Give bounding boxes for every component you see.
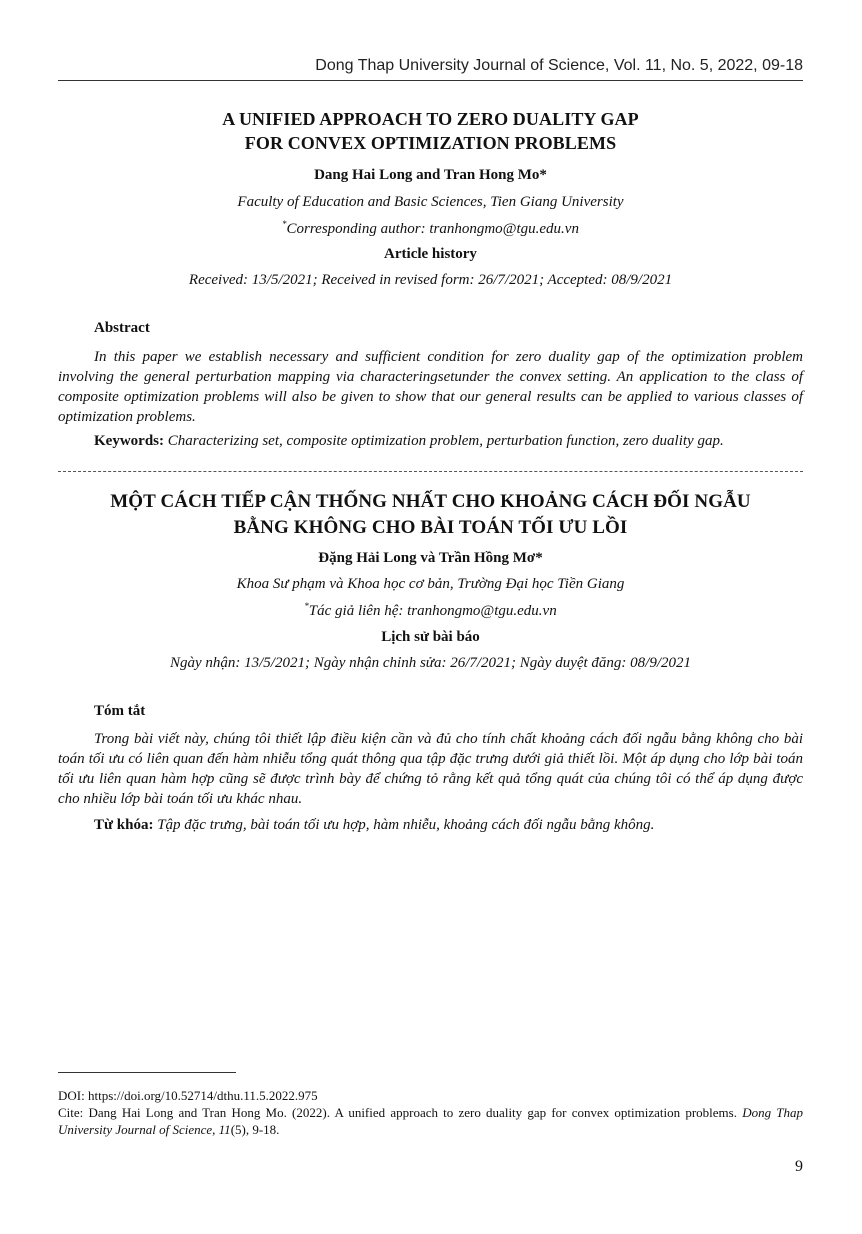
vietnamese-title [58,489,803,541]
english-history: Received: 13/5/2021; Received in revised form: 26/7/2021; Accepted: 08/9/2021 [188,272,673,288]
journal-header: Dong Thap University Journal of Science, Vol. 11, No. 5, 2022, 09-18 [315,57,803,74]
vietnamese-title-line2: BẰNG KHÔNG CHO BÀI TOÁN TỐI ƯU LỒI [233,517,628,538]
vietnamese-corresponding [58,601,803,620]
footnote-cite-prefix: Cite: Dang Hai Long and Tran Hong Mo. (2022). A unified approach to zero duality gap for convex optimization problems. [58,1105,737,1120]
english-keywords-text: Characterizing set, composite optimization problem, perturbation function, zero duality gap. [167,433,724,449]
footnote-cite-suffix: (5), 9-18. [230,1122,280,1137]
english-abstract-heading: Abstract [94,320,150,336]
english-corresponding [58,219,803,238]
vietnamese-corresponding-mark: * [304,601,309,611]
footnote-cite [58,1104,803,1138]
footnote-rule [58,1072,236,1073]
english-keywords [94,433,803,450]
english-history-heading: Article history [384,246,477,262]
vietnamese-keywords-text: Tập đặc trưng, bài toán tối ưu hợp, hàm nhiễu, khoảng cách đối ngẫu bằng không. [157,817,655,833]
footnote-cite-journal: Dong Thap University Journal of Science, 11 [58,1105,804,1137]
english-abstract: In this paper we establish necessary and sufficient condition for zero duality gap of the optimization problem involving the general perturbation mapping via characteringsetunder the convex setting. An application to the class of composite optimization problems will also be given to show that our general results can be applied to various classes of optimization problems. [58,349,803,425]
english-corresponding-mark: * [282,219,287,229]
vietnamese-title-line1: MỘT CÁCH TIẾP CẬN THỐNG NHẤT CHO KHOẢNG CÁCH ĐỐI NGẪU [110,491,751,512]
vietnamese-history: Ngày nhận: 13/5/2021; Ngày nhận chỉnh sửa: 26/7/2021; Ngày duyệt đăng: 08/9/2021 [169,655,692,671]
vietnamese-keywords-label: Từ khóa: [94,817,154,833]
page-number: 9 [795,1158,803,1175]
english-authors: Dang Hai Long and Tran Hong Mo* [314,167,547,183]
section-divider [58,471,803,472]
english-corresponding-text: Corresponding author: tranhongmo@tgu.edu.vn [286,221,579,237]
vietnamese-abstract: Trong bài viết này, chúng tôi thiết lập điều kiện cần và đủ cho tính chất khoảng cách đối ngẫu bằng không cho bài toán tối ưu có liên quan đến hàm nhiễu tổng quát thông qua tập đặc trưng dưới giả thiết lồi. Một áp dụng cho lớp bài toán tối ưu liên quan hàm hợp cũng sẽ được trình bày để chứng tỏ rằng kết quả tổng quát của chúng tôi có thể áp dụng được cho nhiều lớp bài toán tối ưu khác nhau. [58,731,803,807]
vietnamese-authors: Đặng Hải Long và Trần Hồng Mơ* [318,550,543,566]
english-affiliation: Faculty of Education and Basic Sciences, Tien Giang University [237,194,624,210]
vietnamese-affiliation: Khoa Sư phạm và Khoa học cơ bản, Trường Đại học Tiền Giang [236,576,625,592]
english-keywords-label: Keywords: [94,433,164,449]
footnote-doi: DOI: https://doi.org/10.52714/dthu.11.5.2022.975 [58,1088,318,1103]
header-rule [58,80,803,81]
vietnamese-corresponding-text: Tác giả liên hệ: tranhongmo@tgu.edu.vn [308,603,557,619]
english-title [58,107,803,155]
vietnamese-keywords [94,817,803,834]
vietnamese-history-heading: Lịch sử bài báo [381,629,480,645]
english-title-line2: FOR CONVEX OPTIMIZATION PROBLEMS [244,133,617,153]
english-title-line1: A UNIFIED APPROACH TO ZERO DUALITY GAP [222,109,639,129]
vietnamese-abstract-heading: Tóm tắt [94,703,146,719]
